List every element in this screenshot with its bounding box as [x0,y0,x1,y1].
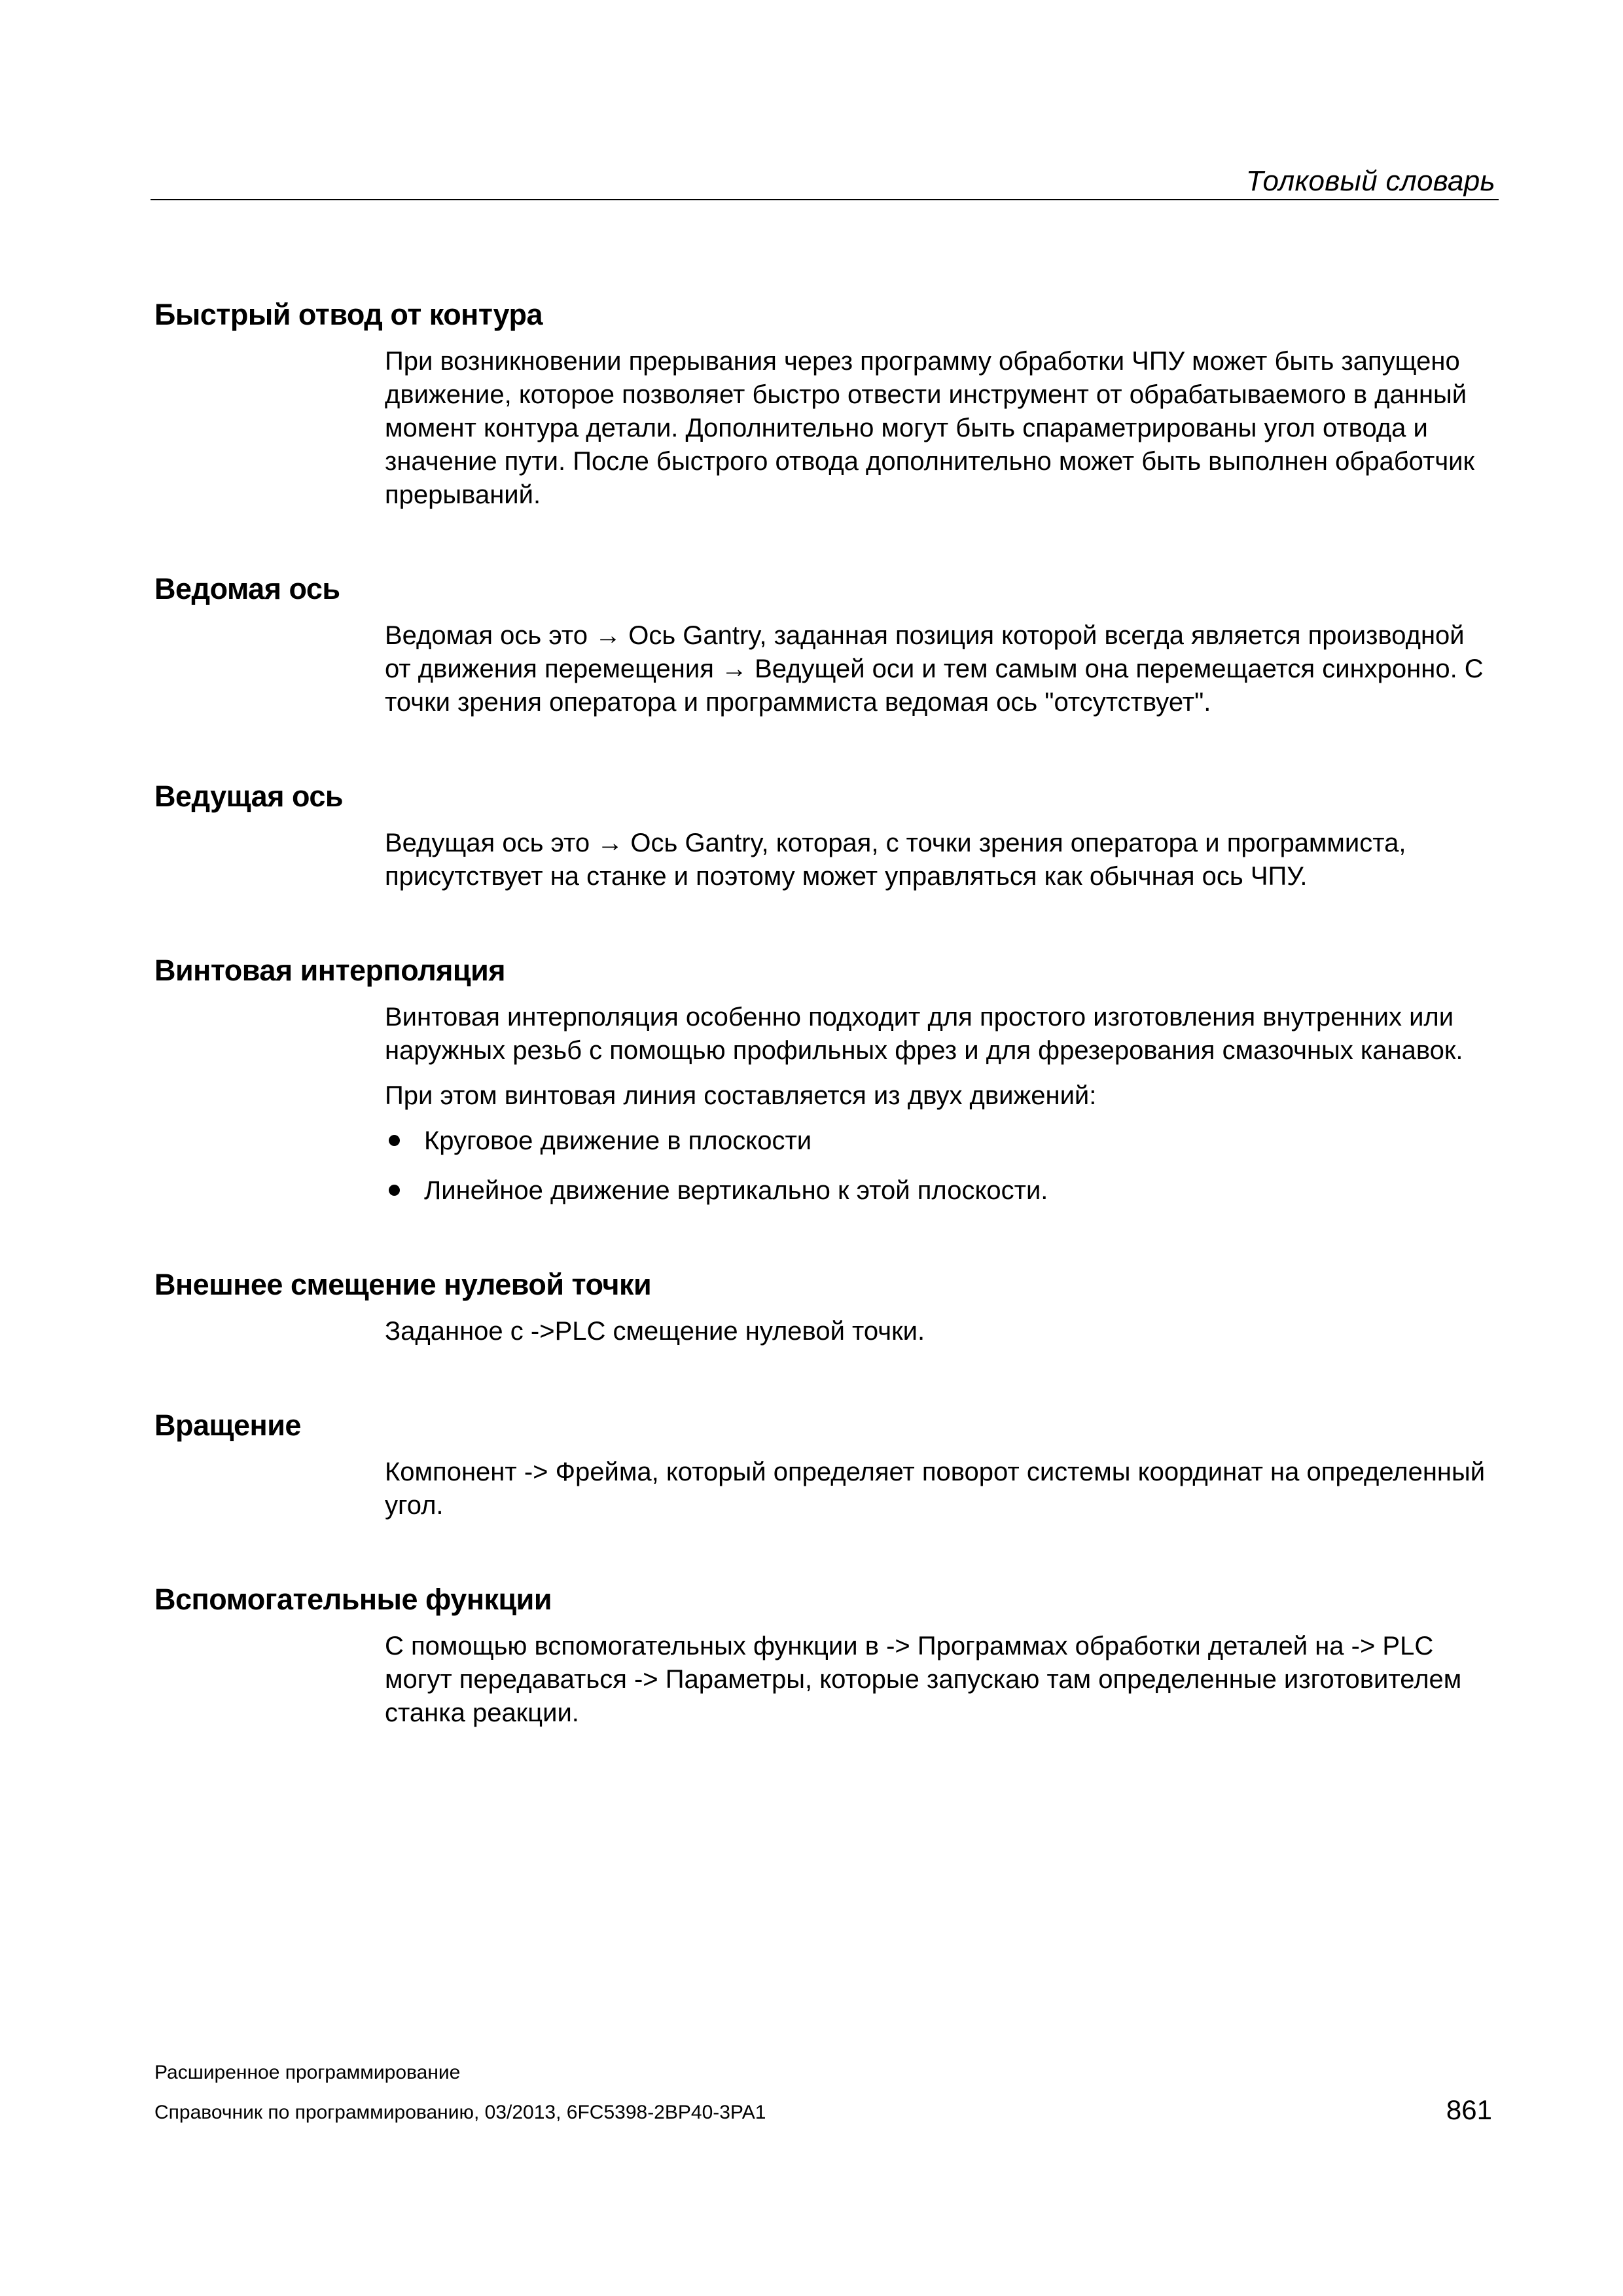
glossary-term: Быстрый отвод от контура [154,298,543,331]
glossary-term: Вспомогательные функции [154,1583,552,1616]
glossary-entry [154,572,1503,719]
glossary-entry [154,1583,1503,1730]
definition-paragraph: Заданное с ->PLC смещение нулевой точки. [385,1317,925,1346]
glossary-definition [385,1315,1497,1348]
footer-document-info: Справочник по программированию, 03/2013, 6FC5398-2BP40-3PA1 [154,2102,766,2123]
glossary-entry [154,1268,1503,1348]
definition-paragraph: При этом винтовая линия составляется из двух движений: [385,1081,1097,1110]
definition-paragraph: При возникновении прерывания через программу обработки ЧПУ может быть запущено движение, которое позволяет быстро отвести инструмент от обрабатываемого в данный момент контура детали. Дополнительно могут быть спараметрированы угол отвода и значение пути. После быстрого отвода дополнительно может быть выполнен обработчик прерываний. [385,347,1474,509]
definition-paragraph: Ведомая ось это → Ось Gantry, заданная позиция которой всегда является производной от движения перемещения → Ведущей оси и тем самым она перемещается синхронно. С точки зрения оператора и программиста ведомая ось "отсутствует". [385,621,1484,717]
definition-paragraph: Компонент -> Фрейма, который определяет поворот системы координат на определенный угол. [385,1458,1486,1520]
glossary-definition [385,1456,1497,1522]
bullet-text: Линейное движение вертикально к этой плоскости. [424,1176,1048,1205]
glossary-definition [385,345,1497,512]
bullet-dot-icon [389,1185,400,1196]
glossary-entry [154,954,1503,1208]
glossary-term: Внешнее смещение нулевой точки [154,1268,652,1301]
definition-paragraph: С помощью вспомогательных функции в -> Программах обработки деталей на -> PLC могут передаваться -> Параметры, которые запускаю там определенные изготовителем станка реакции. [385,1632,1462,1727]
glossary-definition [385,619,1497,719]
glossary-definition [385,1001,1497,1208]
glossary-term: Ведомая ось [154,572,340,605]
glossary-definition [385,827,1497,893]
page-number: 861 [1446,2094,1492,2125]
glossary-entry [154,298,1503,512]
header-divider [151,199,1499,200]
definition-paragraph: Ведущая ось это → Ось Gantry, которая, с точки зрения оператора и программиста, присутствует на станке и поэтому может управляться как обычная ось ЧПУ. [385,829,1406,891]
glossary-term: Винтовая интерполяция [154,954,506,987]
bullet-item [385,1124,1497,1158]
glossary-entry [154,780,1503,893]
running-header-title: Толковый словарь [1245,165,1495,197]
bullet-text: Круговое движение в плоскости [424,1126,812,1155]
footer-document-title: Расширенное программирование [154,2062,461,2083]
definition-paragraph: Винтовая интерполяция особенно подходит для простого изготовления внутренних или наружных резьб с помощью профильных фрез и для фрезерования смазочных канавок. [385,1003,1463,1065]
bullet-list [385,1124,1497,1208]
glossary-entry [154,1408,1503,1522]
glossary-definition [385,1630,1497,1730]
bullet-item [385,1174,1497,1208]
bullet-dot-icon [389,1135,400,1146]
glossary-content [154,298,1503,1790]
glossary-term: Ведущая ось [154,780,344,813]
glossary-term: Вращение [154,1408,301,1442]
